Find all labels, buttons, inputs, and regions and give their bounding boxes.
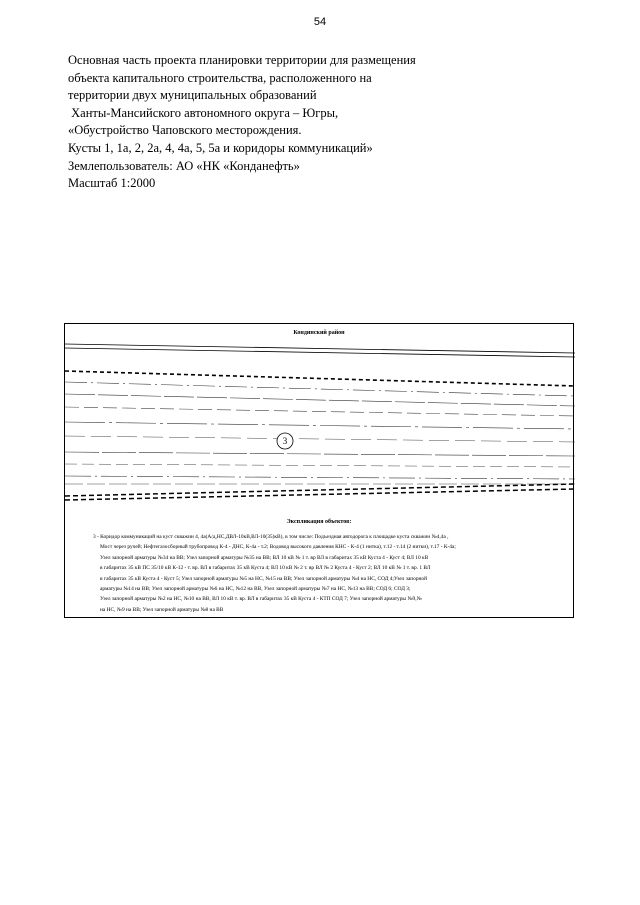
legend-title: Экспликация объектов: bbox=[286, 519, 352, 525]
document-header bbox=[68, 52, 588, 193]
legend-line: на НС, №9 на ВВ; Узел запорной арматуры №8 на ВВ bbox=[100, 606, 224, 613]
page-number: 54 bbox=[313, 16, 327, 28]
district-label: Кондинский район bbox=[293, 330, 345, 336]
header-line: Ханты-Мансийского автономного округа – Югры, bbox=[68, 105, 339, 120]
legend-text bbox=[93, 532, 563, 615]
planning-map bbox=[64, 323, 574, 618]
legend-line: арматуры №14 на ВВ; Узел запорной арматуры №6 на НС, №12 на ВВ, Узел запорной арматуры №7 на НС, №13 на ВВ; СОД 6; СОД 3; bbox=[100, 586, 411, 593]
legend-line: в габаритах 35 кВ Куста 4 - Куст 5; Узел запорной арматуры №5 на НС, №15 на ВВ; Узел запорной арматуры №4 на НС, СОД 4;Узел запорной bbox=[100, 575, 428, 582]
corridor-line bbox=[65, 407, 575, 416]
header-line: Основная часть проекта планировки территории для размещения bbox=[68, 53, 416, 67]
legend-line: Мост через ручей; Нефтегазосборный трубопровод К-4 - ДНС, К-4а - т.2; Водовод высокого давления КНС - К-4 (1 нитка), т.12 - т.14 (2 нитки), т.17 - К-4а; bbox=[100, 544, 456, 551]
legend-line: Узел запорной арматуры №2 на НС, №10 на ВВ, ВЛ 10 кВ т. вр. ВЛ в габаритах 35 кВ Куста 4 - КТП СОД 7; Узел запорной арматуры №9,№ bbox=[100, 596, 422, 603]
corridor-line bbox=[65, 436, 575, 442]
header-line: Кусты 1, 1а, 2, 2а, 4, 4а, 5, 5а и коридоры коммуникаций» bbox=[68, 140, 373, 155]
header-line: Масштаб 1:2000 bbox=[68, 176, 156, 191]
corridor-line bbox=[65, 382, 575, 396]
corridor-line bbox=[65, 394, 575, 406]
header-line: территории двух муниципальных образований bbox=[68, 88, 317, 103]
corridor-line bbox=[65, 452, 575, 456]
header-line: «Обустройство Чаповского месторождения. bbox=[68, 123, 302, 138]
object-marker-number: 3 bbox=[282, 436, 288, 446]
corridor-line bbox=[65, 371, 575, 386]
header-line: объекта капитального строительства, расположенного на bbox=[68, 70, 372, 85]
legend-line: 3 - Коридор коммуникаций на куст скважин 4, 4а(А/д,НС,ДВЛ-10кВ,ВЛ-10(35)кВ), в том числе: Подъездная автодорога к площадке куста скважин №4,4а , bbox=[93, 534, 449, 540]
corridor-line bbox=[65, 422, 575, 429]
legend-line: Узел запорной арматуры №34 на ВВ; Узел запорной арматуры №35 на ВВ; ВЛ 10 кВ № 1 т. вр ВЛ в габаритах 35 кВ Куста 4 - Куст 4; ВЛ 10 кВ bbox=[100, 554, 429, 561]
boundary-line bbox=[65, 344, 575, 353]
corridor-line bbox=[65, 476, 575, 479]
corridor-line bbox=[65, 464, 575, 467]
boundary-line bbox=[65, 348, 575, 357]
legend-line: в габаритах 35 кВ ПС 35/10 кВ К-12 - т. вр. ВЛ в габаритах 35 кВ Куста 4; ВЛ 10 кВ № 2 т. вр ВЛ № 2 Куста 4 - Куст 2; ВЛ 10 кВ № 1 т. вр. 1 ВЛ bbox=[100, 565, 431, 572]
header-line: Землепользователь: АО «НК «Конданефть» bbox=[68, 158, 300, 173]
